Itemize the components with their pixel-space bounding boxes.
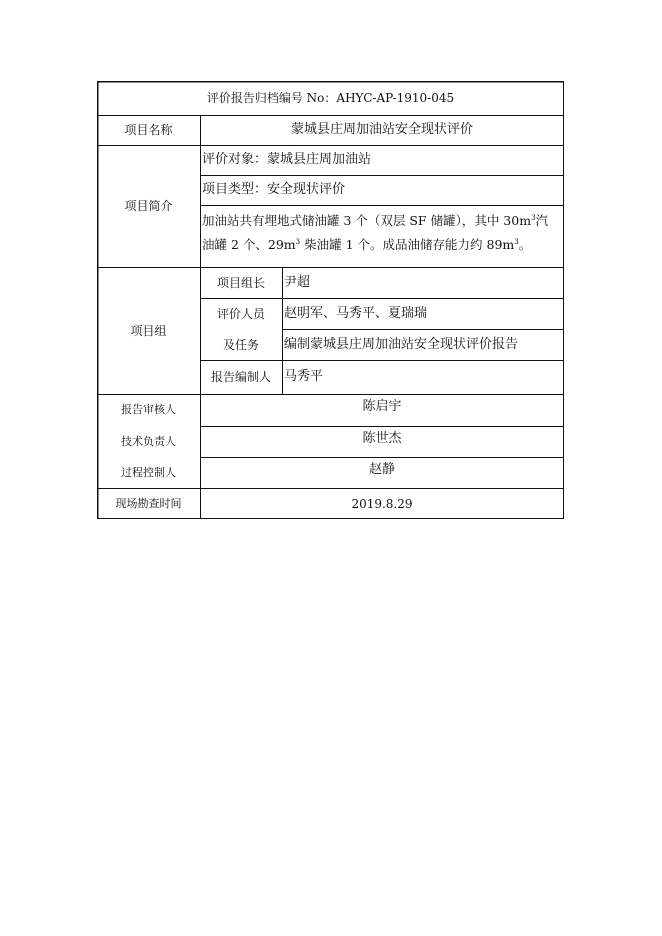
report-compiler-label: 报告编制人 (210, 370, 271, 384)
project-intro-label: 项目简介 (124, 199, 173, 213)
process-controller-value: 赵静 (368, 462, 395, 477)
description-sup-1: 3 (531, 213, 536, 222)
evaluation-object: 评价对象：蒙城县庄周加油站 (202, 152, 372, 167)
archive-number: 评价报告归档编号 No：AHYC-AP-1910-045 (206, 91, 455, 105)
evaluators-label-1: 评价人员 (216, 306, 265, 321)
task-value: 编制蒙城县庄周加油站安全现状评价报告 (284, 336, 519, 352)
process-controller-label: 过程控制人 (121, 465, 176, 479)
project-description (200, 205, 564, 267)
evaluators-label-2: 及任务 (222, 337, 259, 352)
evaluators-value: 赵明军、马秀平、夏瑞瑞 (284, 305, 428, 321)
survey-time-label: 现场勘查时间 (115, 496, 182, 510)
description-line-1a: 加油站共有埋地式储油罐 3 个（双层 SF 储罐），其中 30m (202, 213, 532, 228)
project-name-label: 项目名称 (124, 123, 173, 137)
description-sup-2: 3 (295, 237, 301, 246)
description-sup-3: 3 (514, 237, 519, 246)
reviewer-value: 陈启宇 (362, 399, 402, 414)
team-leader-label: 项目组长 (216, 275, 265, 290)
project-name-value: 蒙城县庄周加油站安全现状评价 (290, 122, 473, 137)
project-type: 项目类型：安全现状评价 (202, 182, 346, 197)
description-line-2a: 油罐 2 个、29m (202, 237, 296, 252)
project-team-label: 项目组 (130, 323, 167, 338)
reviewer-label: 报告审核人 (121, 403, 176, 416)
report-compiler-value: 马秀平 (284, 369, 324, 384)
description-line-2c: 。 (518, 237, 532, 252)
description-line-2b: 柴油罐 1 个。成品油储存能力约 89m (300, 237, 515, 252)
team-leader-value: 尹超 (284, 274, 311, 290)
description-line-1b: 汽 (535, 213, 549, 228)
technical-lead-value: 陈世杰 (362, 431, 402, 446)
technical-lead-label: 技术负责人 (121, 434, 176, 448)
archive-table (97, 81, 564, 519)
survey-time-value: 2019.8.29 (351, 496, 413, 511)
